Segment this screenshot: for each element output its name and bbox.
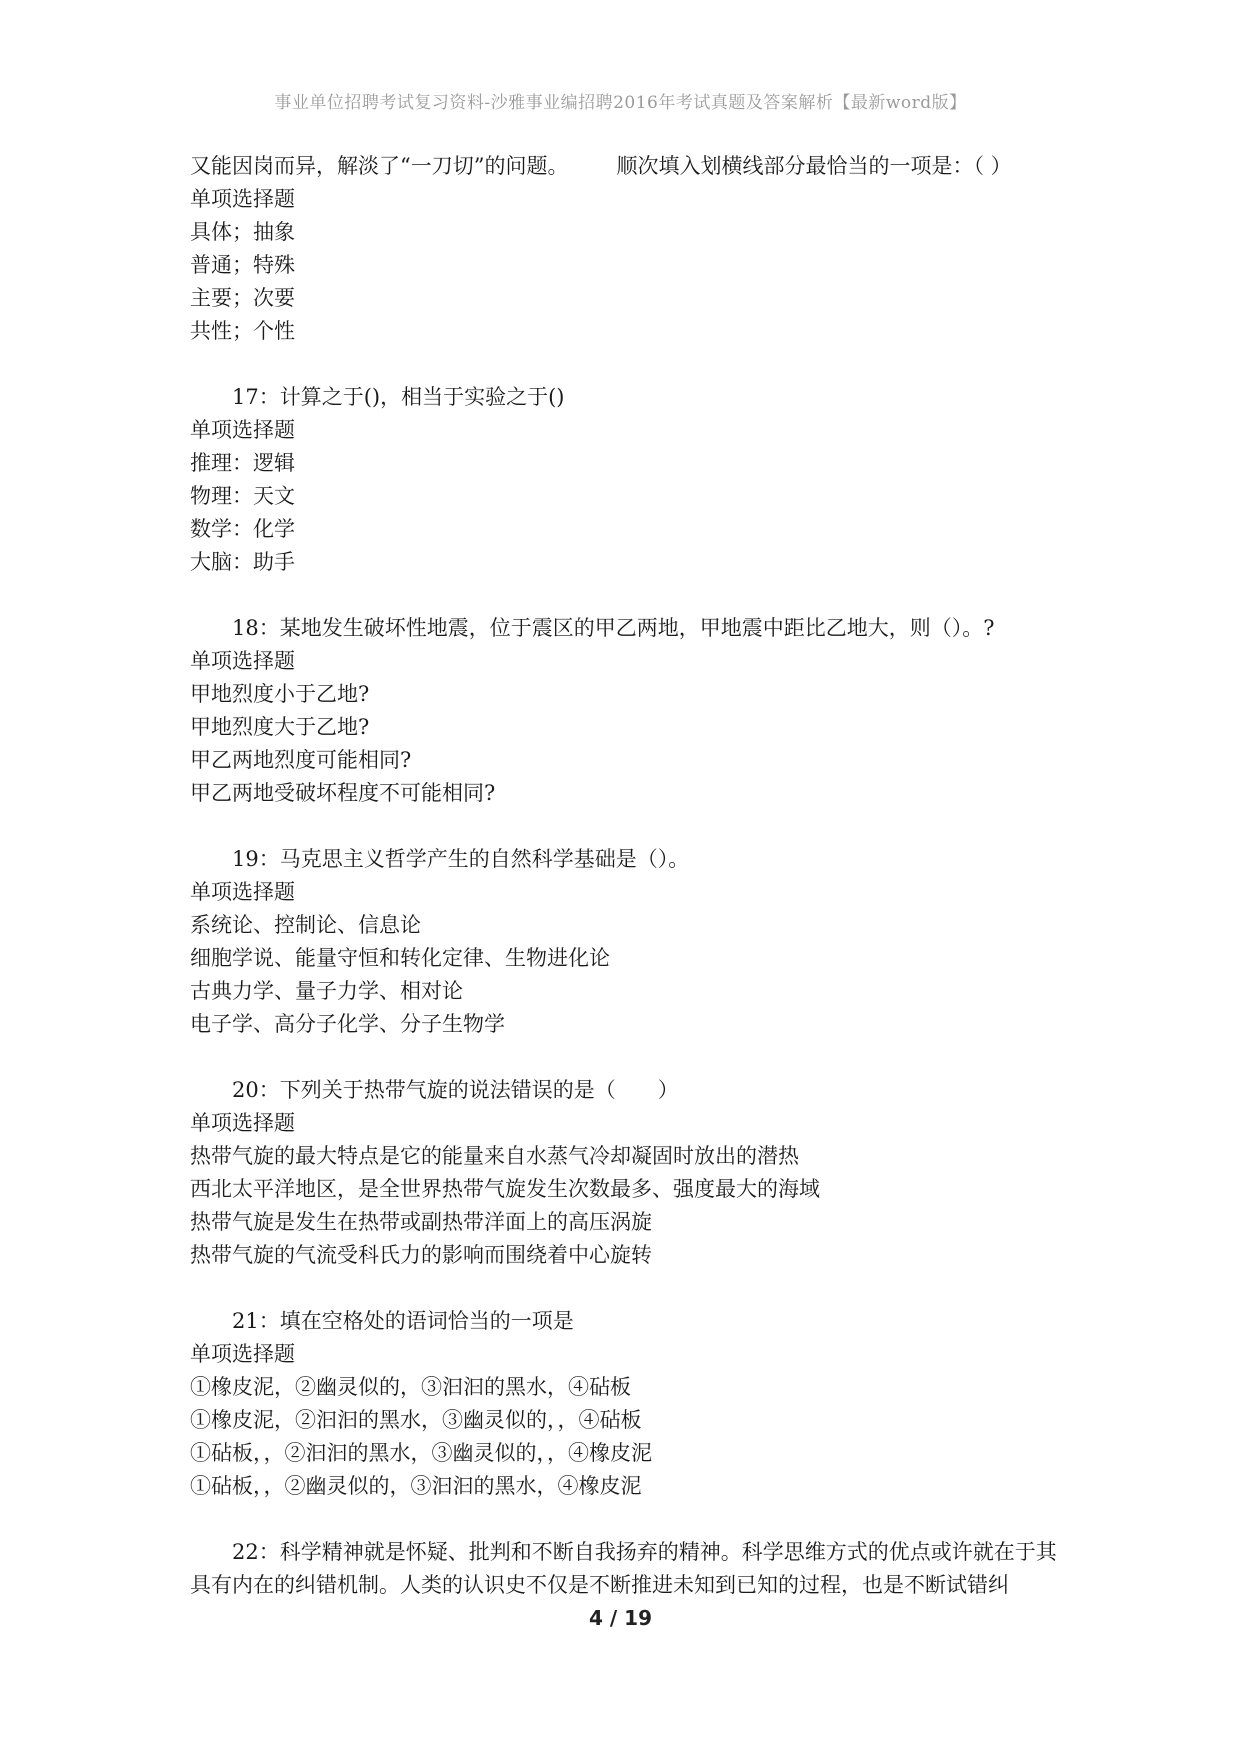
option: 甲地烈度大于乙地?: [190, 715, 370, 739]
option: 系统论、控制论、信息论: [190, 913, 421, 937]
question-19: [190, 843, 1070, 1041]
option: 热带气旋的气流受科氏力的影响而围绕着中心旋转: [190, 1243, 652, 1267]
document-body: [190, 150, 1070, 1602]
question-type: 单项选择题: [190, 649, 295, 673]
document-header: 事业单位招聘考试复习资料-沙雅事业编招聘2016年考试真题及答案解析【最新word版】: [274, 93, 967, 113]
question-title: 21：填在空格处的语词恰当的一项是: [232, 1309, 574, 1333]
page-number: 4 / 19: [589, 1606, 652, 1630]
option: 具体；抽象: [190, 220, 295, 244]
option: 甲乙两地受破坏程度不可能相同?: [190, 781, 496, 805]
option: ①橡皮泥，②幽灵似的，③汩汩的黑水，④砧板: [190, 1375, 631, 1399]
option: 电子学、高分子化学、分子生物学: [190, 1012, 505, 1036]
question-type: 单项选择题: [190, 418, 295, 442]
option: 细胞学说、能量守恒和转化定律、生物进化论: [190, 946, 610, 970]
question-type: 单项选择题: [190, 187, 295, 211]
option: 物理：天文: [190, 484, 295, 508]
option: 普通；特殊: [190, 253, 295, 277]
question-title: 19：马克思主义哲学产生的自然科学基础是（）。: [232, 847, 690, 871]
option: 数学：化学: [190, 517, 295, 541]
option: 主要；次要: [190, 286, 295, 310]
intro-text-b: 顺次填入划横线部分最恰当的一项是：（ ）: [616, 154, 1012, 178]
question-type: 单项选择题: [190, 1342, 295, 1366]
question-20: [190, 1074, 1070, 1272]
question-type: 单项选择题: [190, 1111, 295, 1135]
question-type: 单项选择题: [190, 880, 295, 904]
option: 热带气旋是发生在热带或副热带洋面上的高压涡旋: [190, 1210, 652, 1234]
question-21: [190, 1305, 1070, 1503]
option: 共性；个性: [190, 319, 295, 343]
question-22: [190, 1536, 1070, 1602]
option: ①砧板，，②幽灵似的，③汩汩的黑水，④橡皮泥: [190, 1474, 642, 1498]
question-title: 17：计算之于()，相当于实验之于(): [232, 385, 565, 409]
intro-text-a: 又能因岗而异，解淡了“一刀切”的问题。: [190, 154, 569, 178]
option: 大脑：助手: [190, 550, 295, 574]
option: 甲地烈度小于乙地?: [190, 682, 370, 706]
option: 热带气旋的最大特点是它的能量来自水蒸气冷却凝固时放出的潜热: [190, 1144, 799, 1168]
option: ①橡皮泥，②汩汩的黑水，③幽灵似的，，④砧板: [190, 1408, 642, 1432]
option: 甲乙两地烈度可能相同?: [190, 748, 412, 772]
question-title: 20：下列关于热带气旋的说法错误的是（ ）: [232, 1078, 679, 1102]
option: 古典力学、量子力学、相对论: [190, 979, 463, 1003]
option: ①砧板，，②汩汩的黑水，③幽灵似的，，④橡皮泥: [190, 1441, 652, 1465]
question-18: [190, 612, 1070, 810]
question-title: 22：科学精神就是怀疑、批判和不断自我扬弃的精神。科学思维方式的优点或许就在于其具有内在的纠错机制。人类的认识史不仅是不断推进未知到已知的过程，也是不断试错纠: [190, 1540, 1057, 1597]
question-title: 18：某地发生破坏性地震，位于震区的甲乙两地，甲地震中距比乙地大，则（）。?: [232, 616, 995, 640]
option: 西北太平洋地区，是全世界热带气旋发生次数最多、强度最大的海域: [190, 1177, 820, 1201]
option: 推理：逻辑: [190, 451, 295, 475]
intro-stem: [190, 150, 1070, 183]
question-17: [190, 381, 1070, 579]
